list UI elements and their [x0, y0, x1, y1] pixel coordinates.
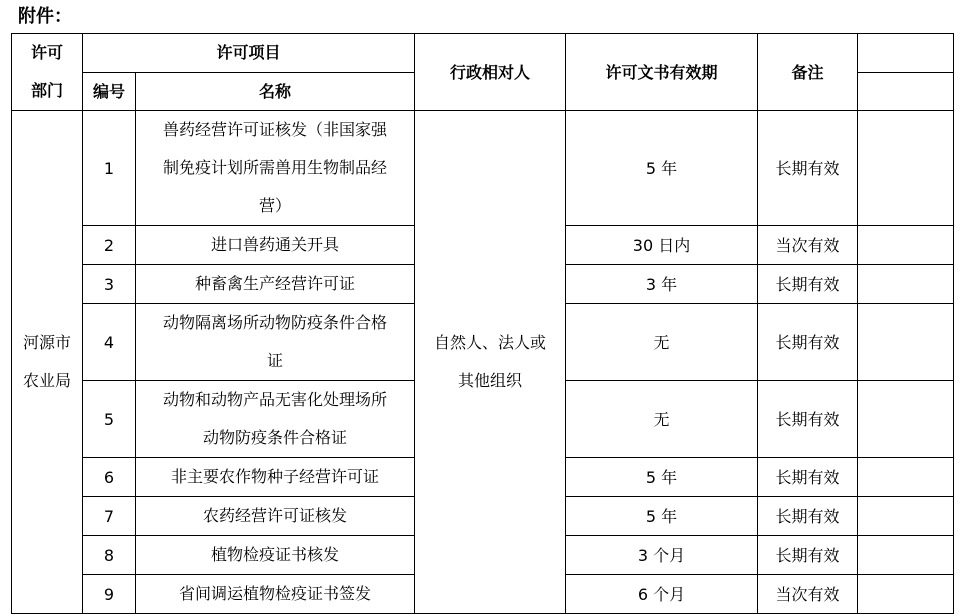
- row-extra-cell: [858, 536, 954, 575]
- row-remark: 长期有效: [758, 265, 858, 304]
- row-number: 5: [83, 381, 136, 458]
- extra-header-cell-bottom: [858, 72, 954, 111]
- row-validity: 5 年: [566, 458, 758, 497]
- row-number: 9: [83, 575, 136, 614]
- row-extra-cell: [858, 575, 954, 614]
- header-row-1: [12, 34, 954, 73]
- row-name: 植物检疫证书核发: [136, 536, 415, 575]
- row-number: 8: [83, 536, 136, 575]
- row-number: 3: [83, 265, 136, 304]
- row-validity: 3 年: [566, 265, 758, 304]
- permit-table: [11, 33, 954, 614]
- row-validity: 3 个月: [566, 536, 758, 575]
- row-name: 进口兽药通关开具: [136, 226, 415, 265]
- row-number: 7: [83, 497, 136, 536]
- row-name: 种畜禽生产经营许可证: [136, 265, 415, 304]
- row-validity: 5 年: [566, 111, 758, 226]
- row-extra-cell: [858, 111, 954, 226]
- row-extra-cell: [858, 226, 954, 265]
- row-remark: 长期有效: [758, 111, 858, 226]
- row-name: 兽药经营许可证核发（非国家强 制免疫计划所需兽用生物制品经 营）: [136, 111, 415, 226]
- header-validity: 许可文书有效期: [566, 34, 758, 111]
- attachment-label: 附件：: [18, 6, 72, 27]
- row-remark: 长期有效: [758, 458, 858, 497]
- header-name: 名称: [136, 72, 415, 111]
- row-extra-cell: [858, 265, 954, 304]
- row-name: 省间调运植物检疫证书签发: [136, 575, 415, 614]
- row-remark: 长期有效: [758, 497, 858, 536]
- row-name: 动物和动物产品无害化处理场所 动物防疫条件合格证: [136, 381, 415, 458]
- subject-cell: 自然人、法人或 其他组织: [415, 111, 566, 614]
- row-extra-cell: [858, 497, 954, 536]
- row-validity: 6 个月: [566, 575, 758, 614]
- row-number: 2: [83, 226, 136, 265]
- header-remark: 备注: [758, 34, 858, 111]
- header-subject: 行政相对人: [415, 34, 566, 111]
- row-number: 1: [83, 111, 136, 226]
- row-extra-cell: [858, 458, 954, 497]
- department-cell: 河源市 农业局: [12, 111, 83, 614]
- row-name: 非主要农作物种子经营许可证: [136, 458, 415, 497]
- header-item-group: 许可项目: [83, 34, 415, 73]
- row-validity: 无: [566, 304, 758, 381]
- row-number: 6: [83, 458, 136, 497]
- row-remark: 当次有效: [758, 575, 858, 614]
- header-dept: 许可 部门: [12, 34, 83, 111]
- row-remark: 当次有效: [758, 226, 858, 265]
- row-remark: 长期有效: [758, 304, 858, 381]
- table-row: [12, 111, 954, 226]
- row-remark: 长期有效: [758, 536, 858, 575]
- header-number: 编号: [83, 72, 136, 111]
- row-name: 动物隔离场所动物防疫条件合格 证: [136, 304, 415, 381]
- extra-header-cell-top: [858, 34, 954, 73]
- row-validity: 30 日内: [566, 226, 758, 265]
- row-name: 农药经营许可证核发: [136, 497, 415, 536]
- row-extra-cell: [858, 381, 954, 458]
- row-validity: 无: [566, 381, 758, 458]
- row-extra-cell: [858, 304, 954, 381]
- row-validity: 5 年: [566, 497, 758, 536]
- row-number: 4: [83, 304, 136, 381]
- row-remark: 长期有效: [758, 381, 858, 458]
